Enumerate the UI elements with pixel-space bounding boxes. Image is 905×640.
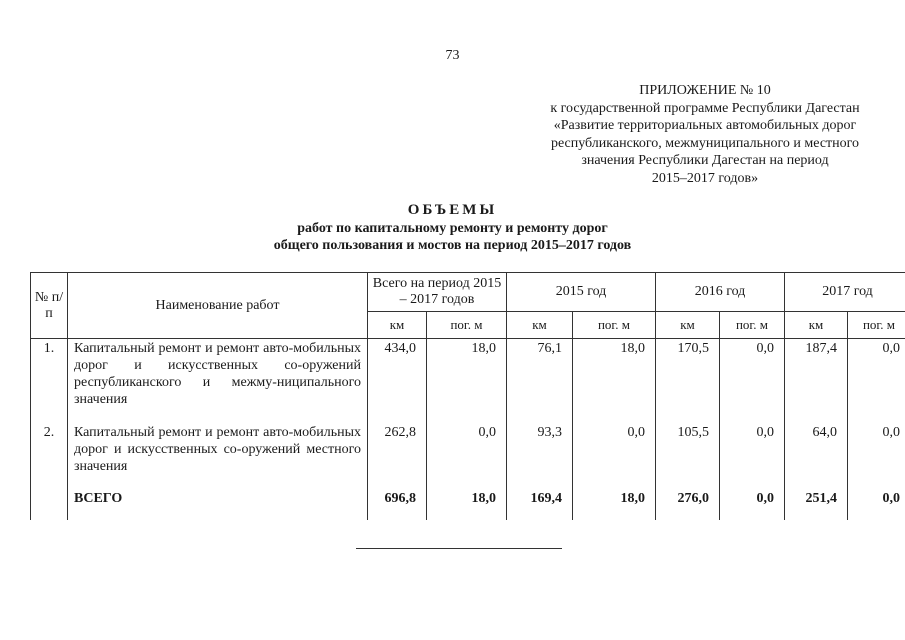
unit-km: км <box>507 312 573 339</box>
page-number: 73 <box>445 48 460 63</box>
table-row <box>31 424 905 490</box>
appendix-line: к государственной программе Республики Дагестан <box>550 100 860 116</box>
total-value: 251,4 <box>785 490 848 520</box>
row-work-name: Капитальный ремонт и ремонт авто-мобильных дорог и искусственных со-оружений местного значения <box>68 424 368 490</box>
unit-running-meters: пог. м <box>573 312 656 339</box>
row-work-name: Капитальный ремонт и ремонт авто-мобильных дорог и искусственных со-оружений республиканского и межму-ниципального значения <box>68 339 368 425</box>
total-value: 276,0 <box>656 490 720 520</box>
header-work-name: Наименование работ <box>68 273 368 339</box>
cell-value: 64,0 <box>785 424 848 490</box>
unit-km: км <box>656 312 720 339</box>
header-year-2015: 2015 год <box>507 273 656 312</box>
unit-running-meters: пог. м <box>720 312 785 339</box>
appendix-line: республиканского, межмуниципального и местного <box>550 135 860 151</box>
document-heading <box>0 201 905 254</box>
table-row <box>31 339 905 425</box>
appendix-title: ПРИЛОЖЕНИЕ № 10 <box>639 83 771 98</box>
header-number: № п/п <box>31 273 68 339</box>
cell-value: 0,0 <box>573 424 656 490</box>
volumes-table <box>30 272 905 520</box>
cell-value: 170,5 <box>656 339 720 425</box>
unit-km: км <box>368 312 427 339</box>
cell-value: 0,0 <box>848 424 905 490</box>
total-value: 0,0 <box>848 490 905 520</box>
cell-value: 93,3 <box>507 424 573 490</box>
appendix-line: 2015–2017 годов» <box>651 170 759 186</box>
total-value: 18,0 <box>427 490 507 520</box>
unit-running-meters: пог. м <box>427 312 507 339</box>
document-subtitle-line: общего пользования и мостов на период 2015–2017 годов <box>273 238 632 253</box>
appendix-line: значения Республики Дагестан на период <box>581 153 829 168</box>
header-year-2017: 2017 год <box>785 273 905 312</box>
cell-value: 105,5 <box>656 424 720 490</box>
total-value: 18,0 <box>573 490 656 520</box>
cell-value: 434,0 <box>368 339 427 425</box>
row-number <box>31 490 68 520</box>
cell-value: 0,0 <box>427 424 507 490</box>
cell-value: 0,0 <box>720 339 785 425</box>
total-label: ВСЕГО <box>68 490 368 520</box>
unit-km: км <box>785 312 848 339</box>
total-value: 169,4 <box>507 490 573 520</box>
cell-value: 187,4 <box>785 339 848 425</box>
row-number: 2. <box>31 424 68 490</box>
total-value: 696,8 <box>368 490 427 520</box>
unit-running-meters: пог. м <box>848 312 905 339</box>
cell-value: 18,0 <box>427 339 507 425</box>
document-title: ОБЪЕМЫ <box>407 202 498 218</box>
cell-value: 18,0 <box>573 339 656 425</box>
cell-value: 76,1 <box>507 339 573 425</box>
document-subtitle-line: работ по капитальному ремонту и ремонту дорог <box>297 221 608 236</box>
appendix-line: «Развитие территориальных автомобильных дорог <box>553 118 857 133</box>
header-total-period: Всего на период 2015 – 2017 годов <box>368 273 507 312</box>
row-number: 1. <box>31 339 68 425</box>
total-value: 0,0 <box>720 490 785 520</box>
table-total-row <box>31 490 905 520</box>
cell-value: 0,0 <box>720 424 785 490</box>
appendix-header <box>520 82 890 187</box>
header-year-2016: 2016 год <box>656 273 785 312</box>
cell-value: 0,0 <box>848 339 905 425</box>
cell-value: 262,8 <box>368 424 427 490</box>
closing-rule-divider <box>356 548 562 549</box>
